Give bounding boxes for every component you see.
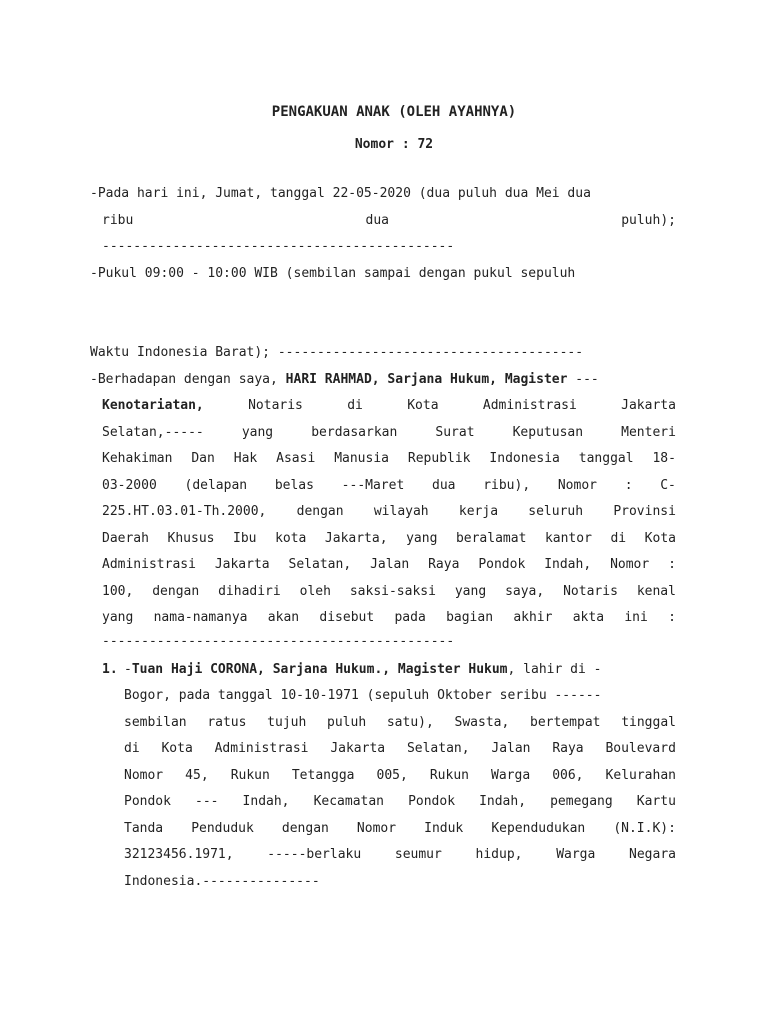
word: Boulevard — [605, 741, 676, 756]
text: , — [371, 372, 388, 387]
word: seluruh — [528, 504, 584, 519]
party-line-2: Bogor, pada tanggal 10-10-1971 (sepuluh Oktober seribu ------ — [124, 688, 602, 703]
word: Jalan — [491, 741, 531, 756]
word: Manusia — [334, 451, 389, 466]
word: Penduduk — [191, 821, 254, 836]
word: Tanda — [124, 821, 164, 836]
word: wilayah — [373, 504, 429, 519]
word: kerja — [458, 504, 499, 519]
word: Republik — [407, 451, 471, 466]
word: Notaris — [563, 584, 618, 599]
word: Jalan — [370, 557, 410, 572]
word: Pondok — [408, 794, 456, 809]
word: berdasarkan — [311, 425, 398, 440]
word: Administrasi — [482, 398, 577, 413]
opening-line-2 — [102, 213, 676, 229]
word: Indah, — [544, 557, 592, 572]
word: puluh — [327, 715, 367, 730]
word: (N.I.K): — [613, 821, 676, 836]
appearance-line-3 — [102, 425, 676, 441]
appearance-line-10 — [102, 610, 676, 626]
party-line-1 — [124, 662, 601, 678]
appearance-line-2 — [102, 398, 676, 414]
word: tujuh — [267, 715, 307, 730]
word: (delapan — [184, 478, 248, 493]
word: Tetangga — [291, 768, 355, 783]
word: akhir — [513, 610, 553, 625]
word: akta — [572, 610, 605, 625]
word: puluh); — [621, 213, 676, 228]
text: , — [195, 398, 204, 413]
word: di — [347, 398, 363, 413]
word: Rukun — [230, 768, 270, 783]
word: akan — [267, 610, 300, 625]
word: Hak — [233, 451, 258, 466]
text: , lahir di - — [507, 662, 602, 677]
word: Indah, — [479, 794, 527, 809]
word: kenal — [636, 584, 676, 599]
word: Indah, — [242, 794, 290, 809]
word: Kelurahan — [605, 768, 676, 783]
word: tinggal — [621, 715, 676, 730]
word: ---Maret — [341, 478, 405, 493]
word: bertempat — [530, 715, 601, 730]
word: 100, — [102, 584, 134, 599]
word: Selatan,----- — [102, 425, 204, 440]
word: Jakarta — [621, 398, 676, 413]
opening-line-1: -Pada hari ini, Jumat, tanggal 22-05-2020 (dua puluh dua Mei dua — [90, 186, 591, 201]
word: Kota — [644, 531, 676, 546]
word: Nomor — [557, 478, 597, 493]
word: ratus — [207, 715, 247, 730]
item-number: 1. — [102, 662, 118, 677]
word: Jakarta, — [324, 531, 388, 546]
word: Provinsi — [613, 504, 676, 519]
word: yang — [102, 610, 134, 625]
word: : — [668, 610, 676, 625]
word: Negara — [629, 847, 676, 862]
word: Rukun — [429, 768, 469, 783]
word: ribu — [102, 213, 134, 228]
word: Indonesia — [489, 451, 560, 466]
word: Ibu — [233, 531, 257, 546]
word: -----berlaku — [267, 847, 362, 862]
word: Swasta, — [454, 715, 510, 730]
word: Administrasi — [214, 741, 309, 756]
word: Pondok — [124, 794, 171, 809]
word: 45, — [185, 768, 209, 783]
text: - — [124, 662, 132, 677]
word — [102, 398, 204, 414]
word: seumur — [394, 847, 442, 862]
word: 03-2000 — [102, 478, 157, 493]
word: Menteri — [621, 425, 676, 440]
word: Keputusan — [512, 425, 584, 440]
word: Khusus — [167, 531, 215, 546]
party-line-5 — [124, 768, 676, 784]
document-title: PENGAKUAN ANAK (OLEH AYAHNYA) — [271, 104, 517, 120]
time-line-2: Waktu Indonesia Barat); --------------------------------------- — [90, 345, 584, 360]
word: Asasi — [276, 451, 316, 466]
appearance-line-1 — [90, 372, 599, 388]
word: Raya — [428, 557, 460, 572]
word: Notaris — [248, 398, 303, 413]
word: dengan — [281, 821, 329, 836]
word: Nomor — [610, 557, 650, 572]
word: yang — [454, 584, 487, 599]
word: kantor — [544, 531, 592, 546]
word: Administrasi — [102, 557, 196, 572]
notary-degree: Magister — [504, 372, 568, 387]
word: --- — [195, 794, 219, 809]
word: disebut — [319, 610, 375, 625]
word: sembilan — [124, 715, 187, 730]
appearance-line-9 — [102, 584, 676, 600]
appearance-line-4 — [102, 451, 676, 467]
word: dua — [432, 478, 456, 493]
word: 32123456.1971, — [124, 847, 234, 862]
word: 225.HT.03.01-Th.2000, — [102, 504, 267, 519]
word: satu), — [386, 715, 434, 730]
word: dihadiri — [218, 584, 281, 599]
document-number: Nomor : 72 — [354, 137, 434, 152]
word: belas — [274, 478, 314, 493]
word: tanggal — [578, 451, 634, 466]
appearance-line-7 — [102, 531, 676, 547]
word: : — [668, 557, 676, 572]
word: dengan — [296, 504, 344, 519]
word: saya, — [505, 584, 545, 599]
word: bagian — [446, 610, 494, 625]
party-line-6 — [124, 794, 676, 810]
word: Raya — [552, 741, 584, 756]
word: Warga — [556, 847, 596, 862]
text: -Berhadapan dengan saya, — [90, 372, 286, 387]
appearance-line-5 — [102, 478, 676, 494]
word: pada — [394, 610, 426, 625]
word: Nomor — [124, 768, 164, 783]
notary-name: HARI RAHMAD — [285, 372, 372, 387]
time-line: -Pukul 09:00 - 10:00 WIB (sembilan sampai dengan pukul sepuluh — [90, 266, 576, 281]
word: Kecamatan — [313, 794, 385, 809]
word: C- — [660, 478, 676, 493]
word: dua — [365, 213, 389, 228]
word: Kota — [161, 741, 193, 756]
word: oleh — [299, 584, 331, 599]
word: Kartu — [636, 794, 676, 809]
word: Induk — [424, 821, 464, 836]
word: Kehakiman — [102, 451, 173, 466]
word: Warga — [491, 768, 531, 783]
word: yang — [241, 425, 274, 440]
word: kota — [275, 531, 307, 546]
word: Jakarta — [214, 557, 270, 572]
word: Kependudukan — [491, 821, 586, 836]
notary-degree: Kenotariatan — [102, 398, 196, 413]
word: di — [124, 741, 140, 756]
word: pemegang — [550, 794, 613, 809]
text: , — [489, 372, 505, 387]
word: di — [610, 531, 627, 546]
word: Surat — [435, 425, 475, 440]
word: : — [624, 478, 633, 493]
word: Nomor — [356, 821, 397, 836]
text: --- — [567, 372, 599, 387]
party-line-9: Indonesia.--------------- — [124, 874, 320, 889]
word: dengan — [152, 584, 200, 599]
word: beralamat — [455, 531, 527, 546]
word: 006, — [552, 768, 584, 783]
party-line-3 — [124, 715, 676, 731]
appearance-line-6 — [102, 504, 676, 520]
party-name: Tuan Haji CORONA, Sarjana Hukum., Magister Hukum — [131, 662, 508, 677]
word: Daerah — [102, 531, 149, 546]
word: Jakarta — [330, 741, 386, 756]
word: saksi-saksi — [349, 584, 436, 599]
word: nama-namanya — [153, 610, 248, 625]
word: Selatan, — [406, 741, 470, 756]
dash-line: --------------------------------------------- — [102, 239, 455, 254]
word: Pondok — [478, 557, 526, 572]
word: yang — [406, 531, 438, 546]
word: Dan — [191, 451, 215, 466]
dash-line: --------------------------------------------- — [102, 634, 455, 649]
word: 005, — [376, 768, 408, 783]
notary-degree: Sarjana Hukum — [387, 372, 490, 387]
word: 18- — [652, 451, 676, 466]
party-line-8 — [124, 847, 676, 863]
word: Selatan, — [288, 557, 352, 572]
appearance-line-8 — [102, 557, 676, 573]
word: Kota — [407, 398, 439, 413]
word: ini — [624, 610, 648, 625]
word: ribu), — [483, 478, 531, 493]
party-line-7 — [124, 821, 676, 837]
party-line-4 — [124, 741, 676, 757]
word: hidup, — [475, 847, 523, 862]
